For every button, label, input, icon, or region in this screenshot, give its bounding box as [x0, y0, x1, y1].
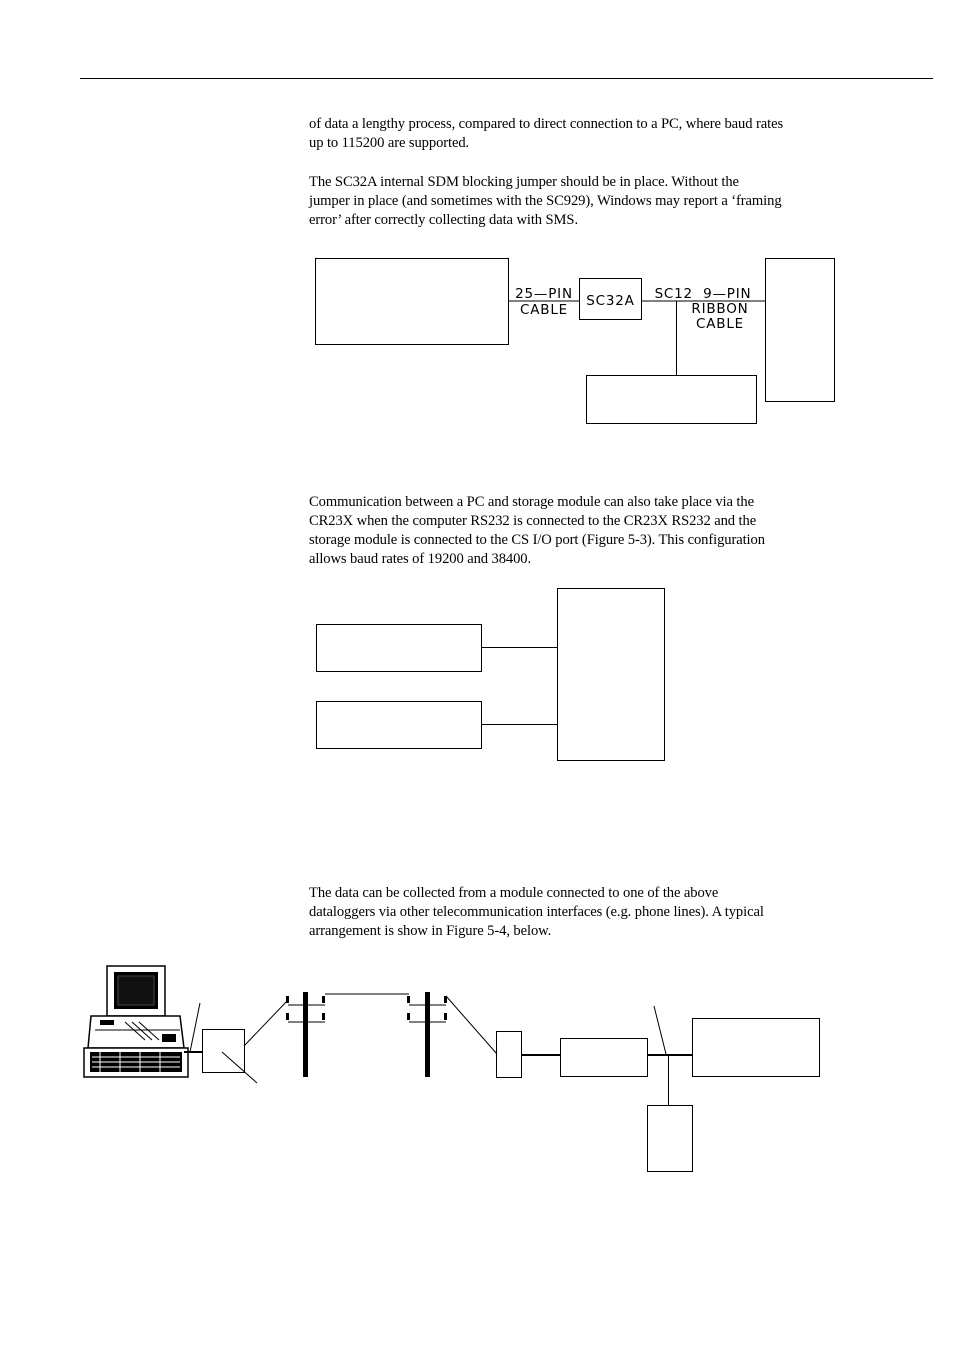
header-rule: [80, 78, 933, 79]
storage-module-box: [317, 702, 482, 749]
paragraph-cr23x: [309, 493, 844, 569]
text-line: The data can be collected from a module connected to one of the above: [309, 885, 719, 901]
pointer-line: [190, 1003, 200, 1052]
text-line: up to 115200 are supported.: [309, 135, 470, 151]
cable-label-cable: CABLE: [520, 302, 568, 318]
datalogger-box: [693, 1019, 820, 1077]
cable-label-25pin: 25—PIN: [515, 286, 573, 302]
computer-box: [317, 625, 482, 672]
cable-label-ribbon-cable: CABLE: [696, 316, 744, 332]
text-line: The SC32A internal SDM blocking jumper should be in place. Without the: [309, 174, 739, 190]
cable-label-ribbon: RIBBON: [691, 301, 749, 317]
text-line: jumper in place (and sometimes with the SC929), Windows may report a ‘framing: [309, 193, 782, 209]
cr23x-box: [558, 589, 665, 761]
text-line: dataloggers via other telecommunication interfaces (e.g. phone lines). A typical: [309, 904, 764, 920]
paragraph-baud-rates: [309, 115, 844, 153]
interface-box: [561, 1039, 648, 1077]
paragraph-telecom: [309, 884, 844, 941]
cable-label-sc12: SC12 9—PIN: [654, 286, 752, 302]
phone-line: [446, 996, 497, 1054]
text-line: Communication between a PC and storage module can also take place via the: [309, 494, 754, 510]
phone-line: [244, 1000, 288, 1046]
datalogger-box: [766, 259, 835, 402]
telephone-pole-icon: [407, 992, 447, 1077]
text-line: storage module is connected to the CS I/O port (Figure 5-3). This configuration: [309, 532, 765, 548]
text-line: of data a lengthy process, compared to direct connection to a PC, where baud rates: [309, 116, 784, 132]
telecom-arrangement-diagram: [0, 960, 954, 1180]
computer-icon: [84, 966, 188, 1077]
text-line: error’ after correctly collecting data with SMS.: [309, 212, 578, 228]
remote-modem-box: [497, 1032, 522, 1078]
text-line: CR23X when the computer RS232 is connected to the CR23X RS232 and the: [309, 513, 757, 529]
pointer-line: [654, 1006, 666, 1054]
cr23x-connection-diagram: [0, 580, 954, 770]
pointer-line: [222, 1052, 257, 1083]
telephone-pole-icon: [286, 992, 325, 1077]
storage-module-box: [587, 376, 757, 424]
text-line: allows baud rates of 19200 and 38400.: [309, 551, 532, 567]
paragraph-jumper: [309, 173, 844, 230]
storage-module-box: [648, 1106, 693, 1172]
sc32a-connection-diagram: [0, 250, 954, 435]
sc32a-label: SC32A: [586, 293, 635, 309]
text-line: arrangement is show in Figure 5-4, below.: [309, 923, 552, 939]
computer-box: [316, 259, 509, 345]
